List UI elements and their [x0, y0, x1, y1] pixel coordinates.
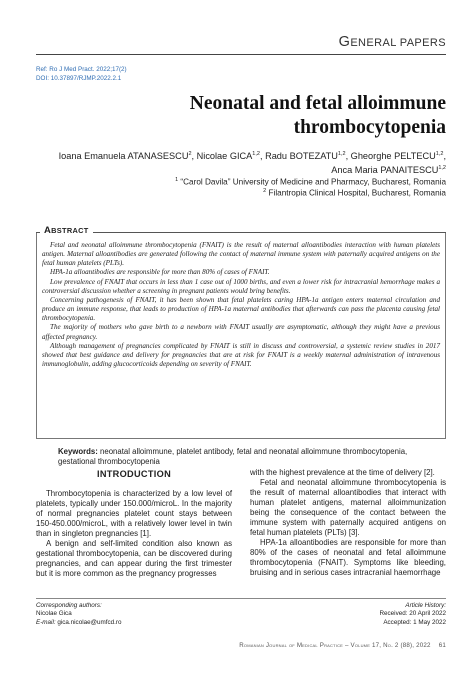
- author-name: Gheorghe PELTECU: [350, 151, 436, 162]
- author-affiliation-mark: 1,2: [337, 151, 346, 157]
- header-rule: [36, 54, 446, 55]
- title-line-2: thrombocytopenia: [293, 117, 446, 138]
- doi-link[interactable]: DOI: 10.37897/RJMP.2022.2.1: [36, 75, 122, 82]
- body-paragraph: Fetal and neonatal alloimmune thrombocytopenia is the result of maternal alloantibodies that interact with human platelet antigens, maternal alloimmunization being the consequence of the contact between the immune system with paternally acquired antigens on fetal human platelets (PLTs) [3].: [250, 478, 446, 538]
- author-affiliation-mark: 1,2: [252, 151, 260, 157]
- abstract-paragraph: Low prevalence of FNAIT that occurs in less than 1 case out of 1000 births, and even a lower risk for intracranial hemorrhage makes a controversial discussion whether a screening in pregnant patients would bring benefits.: [42, 277, 440, 295]
- section-header-initial: G: [338, 34, 351, 50]
- body-column-left: [36, 468, 232, 579]
- author-name: Nicolae GICA: [196, 151, 253, 162]
- abstract-heading-rest: BSTRACT: [51, 226, 89, 235]
- abstract-heading-initial: A: [44, 225, 52, 236]
- author-list: [46, 148, 446, 176]
- journal-reference: Ref: Ro J Med Pract. 2022;17(2): [36, 66, 127, 73]
- corresponding-label: Corresponding authors:: [36, 602, 102, 609]
- author-affiliation-mark: 1,2: [435, 151, 444, 157]
- affiliation-2: [46, 186, 446, 199]
- author-affiliation-mark: 1,2: [438, 165, 446, 172]
- footer-rule: [36, 598, 446, 599]
- journal-footer: [239, 642, 446, 649]
- abstract-body: [42, 241, 440, 369]
- keywords-text: neonatal alloimmune, platelet antibody, fetal and neonatal alloimmune thrombocytopenia, gestational thrombocytopenia: [58, 447, 408, 466]
- accepted-date: Accepted: 1 May 2022: [383, 618, 446, 626]
- article-title: [86, 92, 446, 140]
- email-label: E-mail:: [36, 618, 56, 626]
- received-date: Received: 20 April 2022: [379, 610, 446, 618]
- article-history-block: [379, 602, 446, 627]
- page-number: 61: [438, 642, 446, 649]
- abstract-paragraph: Concerning pathogenesis of FNAIT, it has been shown that fetal platelets caring HPA-1a antigen enters maternal circulation and produce an immune response, that leads to production of HPA-1a maternal antibodies that afterwards can pass the placenta causing fetal thrombocytopenia.: [42, 295, 440, 323]
- journal-name: Romanian Journal of Medical Practice – Volume 17, No. 2 (88), 2022: [239, 642, 431, 649]
- affiliation-text: “Carol Davila” University of Medicine and Pharmacy, Bucharest, Romania: [180, 177, 446, 187]
- history-label: Article History:: [405, 602, 446, 609]
- section-header: [339, 34, 446, 50]
- affiliation-mark: 1: [175, 177, 179, 183]
- author-name: Radu BOTEZATU: [265, 151, 338, 162]
- corresponding-name: Nicolae Gica: [36, 610, 72, 618]
- section-header-rest: ENERAL PAPERS: [350, 37, 446, 49]
- body-paragraph: A benign and self-limited condition also known as gestational thrombocytopenia, can be discovered during pregnancies, and can appear during the first trimester but it is more common as the pregnancy progresses: [36, 539, 232, 579]
- abstract-paragraph: HPA-1a alloantibodies are responsible for more than 80% of cases of FNAIT.: [50, 268, 270, 277]
- abstract-paragraph: Although management of pregnancies complicated by FNAIT is still in discuss and controversial, a systemic review studies in 2017 showed that best guidance and delivery for pregnancies that are at risk for FNAIT is a weekly maternal administration of intravenous immunoglobulin, adding glucocorticoids depending on severity of FNAIT.: [42, 341, 440, 369]
- title-line-1: Neonatal and fetal alloimmune: [189, 93, 446, 114]
- affiliation-text: Filantropia Clinical Hospital, Bucharest, Romania: [268, 188, 446, 198]
- abstract-top-rule: [36, 232, 446, 233]
- abstract-heading: [40, 225, 93, 236]
- author-name: Anca Maria PANAITESCU: [331, 165, 439, 176]
- affiliation-mark: 2: [263, 188, 267, 194]
- keywords: [58, 447, 438, 467]
- article-reference: [36, 65, 127, 83]
- author-affiliation-mark: 2: [188, 151, 192, 157]
- author-name: Ioana Emanuela ATANASESCU: [58, 151, 189, 162]
- keywords-label: Keywords:: [58, 447, 98, 456]
- corresponding-author-block: [36, 602, 122, 627]
- body-paragraph: with the highest prevalence at the time of delivery [2].: [250, 468, 435, 477]
- body-paragraph: Thrombocytopenia is characterized by a low level of platelets, typically under 150.000/microL. In the majority of normal pregnancies platelet count stays between 150-450.000/microL, with a relatively lower level in twin than in singleton pregnancies [1].: [36, 489, 232, 539]
- body-column-right: [250, 468, 446, 579]
- email-link[interactable]: gica.nicolae@umfcd.ro: [57, 618, 122, 626]
- abstract-paragraph: Fetal and neonatal alloimmune thrombocytopenia (FNAIT) is the result of maternal alloantibodies interaction with human platelets antigen. Maternal alloantibodies are generated following the contact of maternal immune system with paternally acquired antigens on the fetal human platelets (PLTs).: [42, 241, 440, 268]
- author-line-1: Ioana Emanuela ATANASESCU$^2$, Nicolae GICA$^{1,2}$, Radu BOTEZATU$^{1,2}$, Gheorghe PELTECU$^{1,2}$,: [58, 151, 446, 162]
- introduction-heading: INTRODUCTION: [96, 469, 172, 479]
- corresponding-email: [36, 619, 122, 627]
- body-paragraph: HPA-1a alloantibodies are responsible for more than 80% of the cases of neonatal and fetal alloimmune thrombocytopenia (FNAIT). Symptoms like bleeding, bruising and in serious cases intracranial haemorrhage: [250, 538, 446, 578]
- abstract-paragraph: The majority of mothers who gave birth to a newborn with FNAIT usually are asymptomatic, although they might have a previous affected pregnancy.: [42, 323, 440, 341]
